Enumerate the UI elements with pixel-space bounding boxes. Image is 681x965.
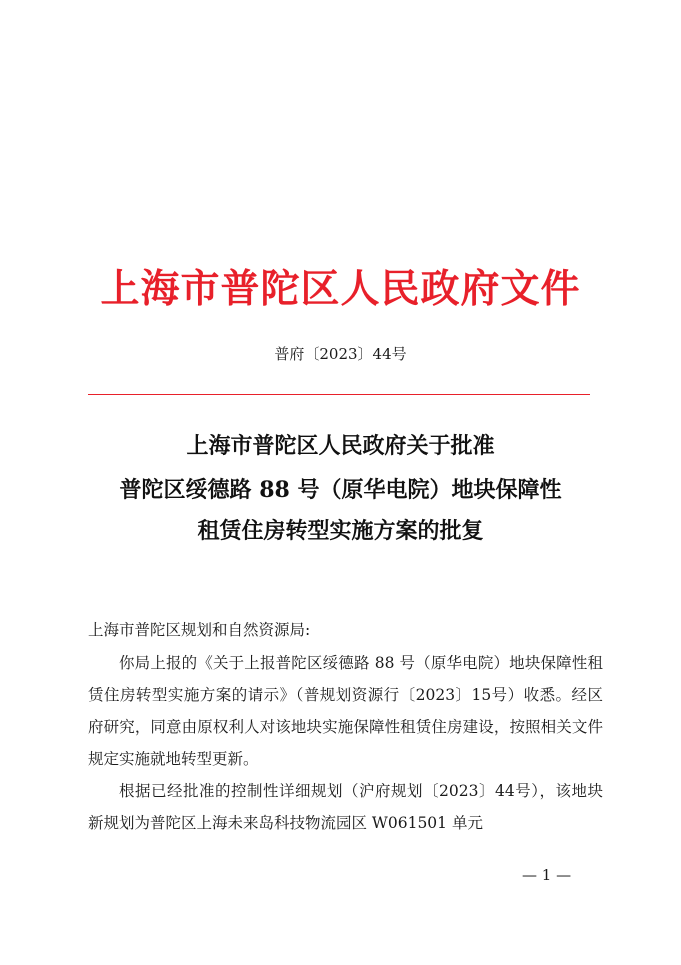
page-number: — 1 —	[522, 866, 572, 884]
document-number: 普府〔2023〕44号	[274, 345, 407, 363]
issuer-title: 上海市普陀区人民政府文件	[100, 266, 581, 312]
document-title-line-3: 租赁住房转型实施方案的批复	[197, 518, 484, 544]
red-divider	[88, 394, 590, 395]
body-paragraph-1: 你局上报的《关于上报普陀区绥德路 88 号（原华电院）地块保障性租赁住房转型实施方案的请示》（普规划资源行〔2023〕15号）收悉。经区府研究，同意由原权利人对该地块实施保障性租赁住房建设，按照相关文件规定实施就地转型更新。	[88, 654, 603, 768]
document-title-line-2: 普陀区绥德路 88 号（原华电院）地块保障性	[119, 477, 562, 503]
salutation: 上海市普陀区规划和自然资源局:	[88, 621, 311, 639]
document-title-line-1: 上海市普陀区人民政府关于批准	[186, 433, 495, 459]
body-paragraph-2: 根据已经批准的控制性详细规划（沪府规划〔2023〕44号），该地块新规划为普陀区上海未来岛科技物流园区 W061501 单元	[88, 782, 603, 832]
